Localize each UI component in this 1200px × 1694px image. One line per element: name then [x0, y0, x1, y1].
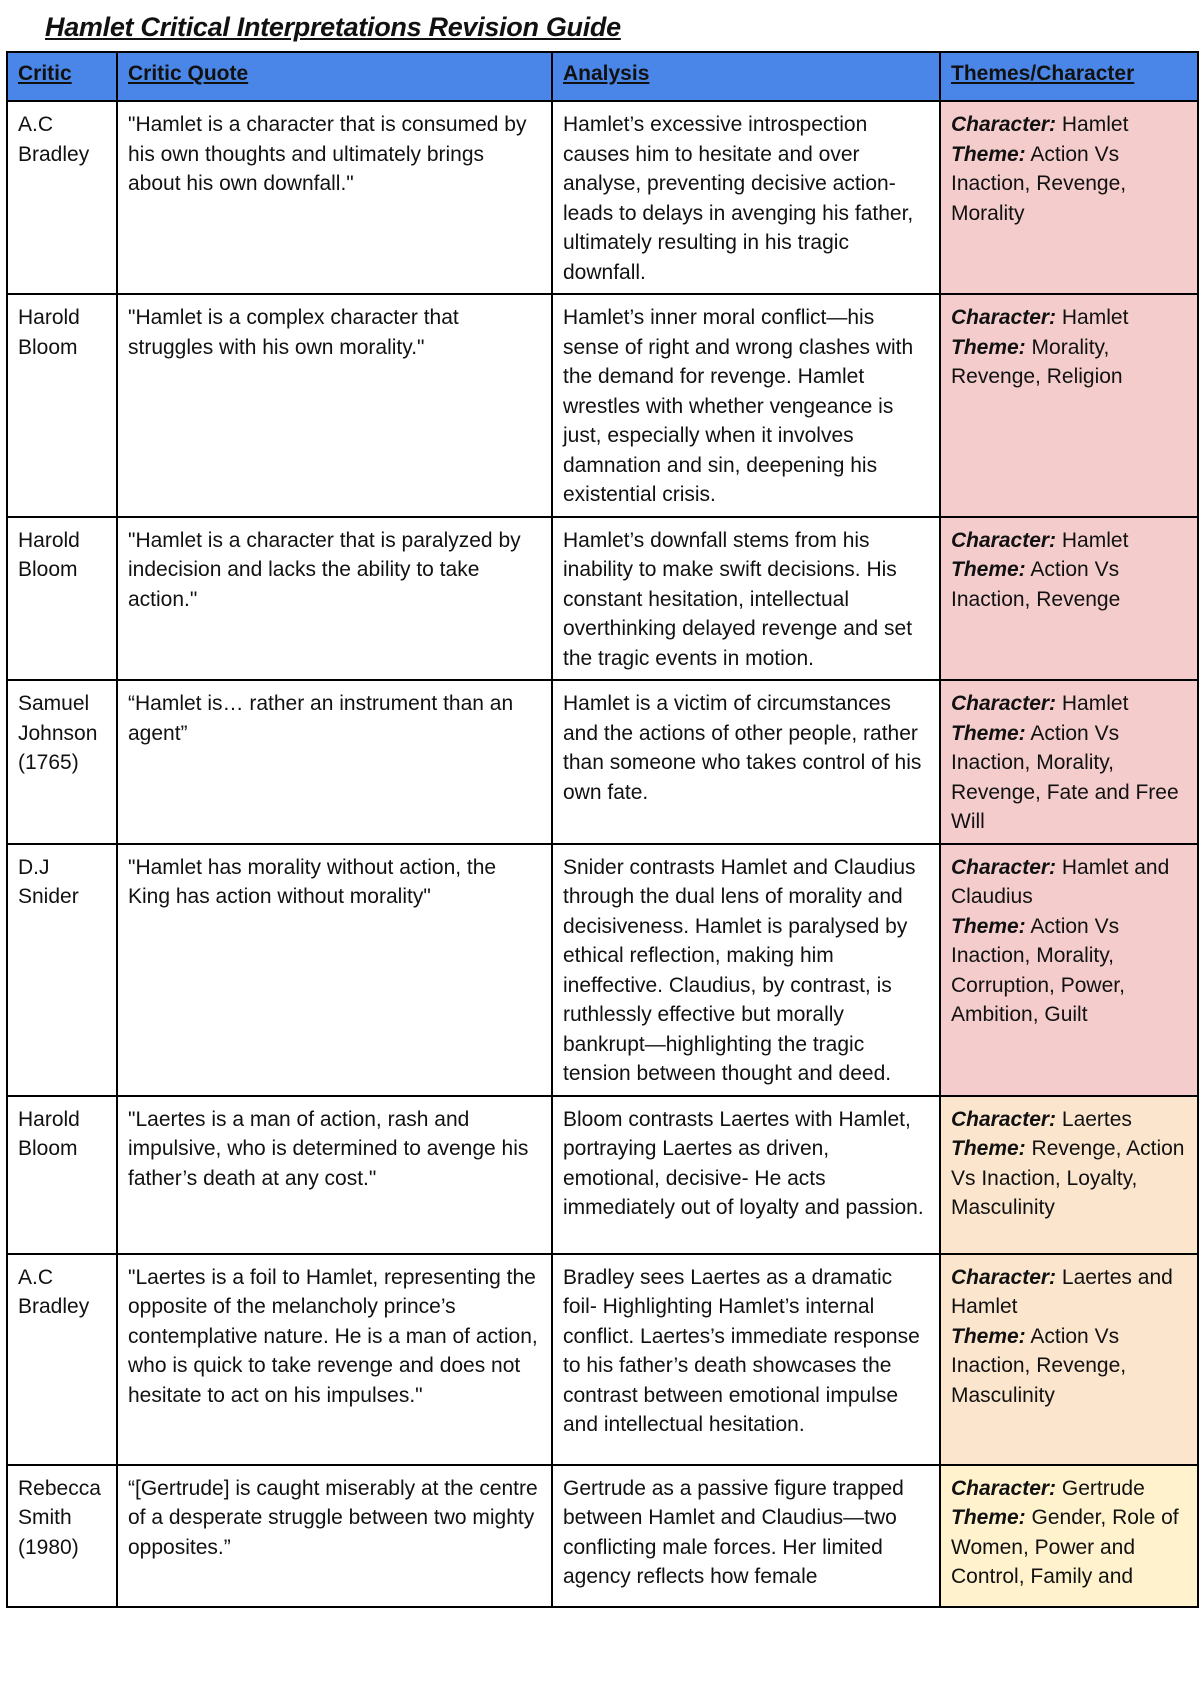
- theme-value: Revenge, Action Vs Inaction, Loyalty, Masculinity: [951, 1137, 1185, 1219]
- character-label: Character:: [951, 306, 1057, 329]
- table-row: [7, 294, 1198, 517]
- theme-label: Theme:: [951, 721, 1026, 745]
- character-value: Hamlet: [1061, 528, 1129, 552]
- themes-cell: [940, 294, 1198, 517]
- character-value: Hamlet and Claudius: [951, 855, 1170, 908]
- character-label: Character:: [951, 528, 1057, 552]
- theme-label: Theme:: [951, 1506, 1026, 1529]
- header-critic: Critic: [7, 52, 117, 101]
- critic-name: Harold Bloom: [7, 517, 117, 681]
- table-row: [7, 517, 1198, 681]
- critic-name: A.C Bradley: [7, 101, 117, 294]
- character-label: Character:: [951, 113, 1057, 136]
- header-row: [7, 52, 1198, 101]
- table-row: [7, 1096, 1198, 1254]
- character-value: Laertes: [1061, 1107, 1132, 1131]
- character-value: Hamlet: [1061, 113, 1129, 136]
- theme-label: Theme:: [951, 335, 1026, 359]
- theme-value: Action Vs Inaction, Revenge, Masculinity: [951, 1324, 1127, 1407]
- character-value: Hamlet: [1061, 306, 1129, 329]
- character-label: Character:: [951, 855, 1057, 879]
- table-row: [7, 844, 1198, 1096]
- critic-quote: “[Gertrude] is caught miserably at the centre of a desperate struggle between two mighty opposites.”: [117, 1465, 552, 1607]
- character-label: Character:: [951, 1476, 1057, 1500]
- theme-label: Theme:: [951, 1324, 1026, 1348]
- theme-value: Gender, Role of Women, Power and Control, Family and: [951, 1506, 1179, 1588]
- theme-value: Morality, Revenge, Religion: [951, 335, 1123, 388]
- analysis-text: Gertrude as a passive figure trapped between Hamlet and Claudius—two conflicting male forces. Her limited agency reflects how female: [552, 1465, 940, 1607]
- critic-quote: “Hamlet is… rather an instrument than an agent”: [117, 680, 552, 844]
- interpretations-table: [6, 51, 1199, 1608]
- page-title: Hamlet Critical Interpretations Revision Guide: [45, 12, 621, 42]
- theme-value: Action Vs Inaction, Revenge: [951, 558, 1121, 611]
- analysis-text: Hamlet’s inner moral conflict—his sense of right and wrong clashes with the demand for revenge. Hamlet wrestles with whether vengeance is just, especially when it involves damnation and sin, deepening his existential crisis.: [552, 294, 940, 517]
- analysis-text: Bloom contrasts Laertes with Hamlet, portraying Laertes as driven, emotional, decisive- He acts immediately out of loyalty and passion.: [552, 1096, 940, 1254]
- critic-name: Harold Bloom: [7, 294, 117, 517]
- theme-label: Theme:: [951, 558, 1026, 581]
- critic-quote: "Hamlet has morality without action, the King has action without morality": [117, 844, 552, 1096]
- analysis-text: Hamlet is a victim of circumstances and the actions of other people, rather than someone who takes control of his own fate.: [552, 680, 940, 844]
- critic-quote: "Hamlet is a character that is paralyzed by indecision and lacks the ability to take action.": [117, 517, 552, 681]
- character-value: Laertes and Hamlet: [951, 1265, 1173, 1318]
- themes-cell: [940, 101, 1198, 294]
- critic-quote: "Laertes is a man of action, rash and impulsive, who is determined to avenge his father’s death at any cost.": [117, 1096, 552, 1254]
- theme-value: Action Vs Inaction, Morality, Revenge, Fate and Free Will: [951, 721, 1179, 833]
- critic-quote: "Hamlet is a character that is consumed by his own thoughts and ultimately brings about his own downfall.": [117, 101, 552, 294]
- analysis-text: Snider contrasts Hamlet and Claudius through the dual lens of morality and decisiveness. Hamlet is paralysed by ethical reflection, making him ineffective. Claudius, by contrast, is ruthlessly effective but morally bankrupt—highlighting the tragic tension between thought and deed.: [552, 844, 940, 1096]
- character-value: Hamlet: [1061, 692, 1129, 715]
- theme-value: Action Vs Inaction, Revenge, Morality: [951, 142, 1127, 225]
- character-value: Gertrude: [1061, 1476, 1145, 1500]
- themes-cell: [940, 517, 1198, 681]
- theme-value: Action Vs Inaction, Morality, Corruption, Power, Ambition, Guilt: [951, 914, 1125, 1026]
- character-label: Character:: [951, 1265, 1057, 1289]
- analysis-text: Hamlet’s excessive introspection causes him to hesitate and over analyse, preventing decisive action- leads to delays in avenging his father, ultimately resulting in his tragic downfall.: [552, 101, 940, 294]
- character-label: Character:: [951, 1107, 1057, 1131]
- table-row: [7, 680, 1198, 844]
- critic-name: Harold Bloom: [7, 1096, 117, 1254]
- theme-label: Theme:: [951, 1137, 1026, 1160]
- theme-label: Theme:: [951, 914, 1026, 938]
- themes-cell: [940, 1254, 1198, 1465]
- table-row: [7, 1465, 1198, 1607]
- themes-cell: [940, 1465, 1198, 1607]
- table-row: [7, 1254, 1198, 1465]
- theme-label: Theme:: [951, 142, 1026, 166]
- themes-cell: [940, 1096, 1198, 1254]
- critic-name: Rebecca Smith (1980): [7, 1465, 117, 1607]
- analysis-text: Bradley sees Laertes as a dramatic foil- Highlighting Hamlet’s internal conflict. Laertes’s immediate response to his father’s death showcases the contrast between emotional impulse and intellectual hesitation.: [552, 1254, 940, 1465]
- header-quote: Critic Quote: [117, 52, 552, 101]
- critic-name: D.J Snider: [7, 844, 117, 1096]
- critic-name: Samuel Johnson (1765): [7, 680, 117, 844]
- critic-quote: "Laertes is a foil to Hamlet, representing the opposite of the melancholy prince’s contemplative nature. He is a man of action, who is quick to take revenge and does not hesitate to act on his impulses.": [117, 1254, 552, 1465]
- table-row: [7, 101, 1198, 294]
- themes-cell: [940, 680, 1198, 844]
- analysis-text: Hamlet’s downfall stems from his inability to make swift decisions. His constant hesitation, intellectual overthinking delayed revenge and set the tragic events in motion.: [552, 517, 940, 681]
- critic-quote: "Hamlet is a complex character that struggles with his own morality.": [117, 294, 552, 517]
- header-themes: Themes/Character: [940, 52, 1198, 101]
- header-analysis: Analysis: [552, 52, 940, 101]
- themes-cell: [940, 844, 1198, 1096]
- critic-name: A.C Bradley: [7, 1254, 117, 1465]
- character-label: Character:: [951, 692, 1057, 715]
